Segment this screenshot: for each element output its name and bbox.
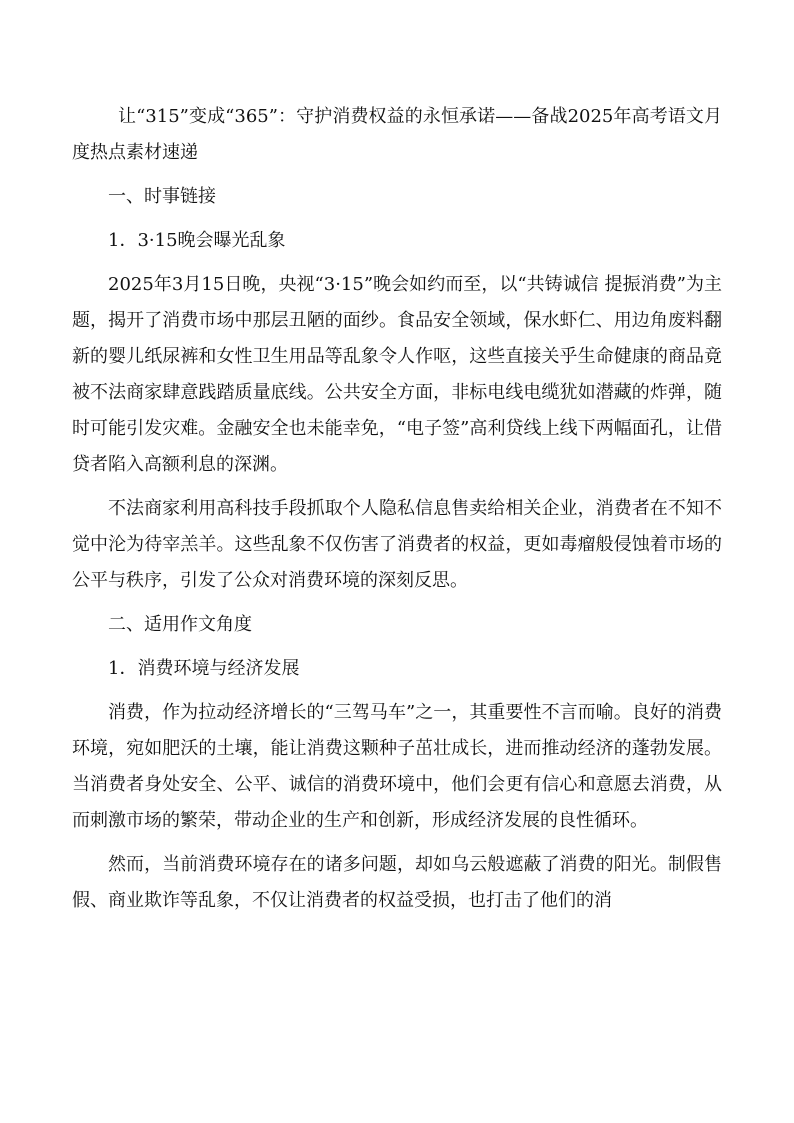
paragraph: 2025年3月15日晚，央视“3·15”晚会如约而至，以“共铸诚信 提振消费”为主题，揭开了消费市场中那层丑陋的面纱。食品安全领域，保水虾仁、用边角废料翻新的婴儿纸尿裤和女性卫生用品等乱象令人作呕，这些直接关乎生命健康的商品竟被不法商家肆意践踏质量底线。公共安全方面，非标电线电缆犹如潜藏的炸弹，随时可能引发灾难。金融安全也未能幸免，“电子签”高利贷线上线下两幅面孔，让借贷者陷入高额利息的深渊。 (72, 274, 722, 475)
paragraph: 不法商家利用高科技手段抓取个人隐私信息售卖给相关企业，消费者在不知不觉中沦为待宰羔羊。这些乱象不仅伤害了消费者的权益，更如毒瘤般侵蚀着市场的公平与秩序，引发了公众对消费环境的深刻反思。 (72, 498, 722, 591)
subheading-consumption-economy: 1．消费环境与经济发展 (108, 658, 300, 679)
article-title: 让“315”变成“365”：守护消费权益的永恒承诺——备战2025年高考语文月度热点素材速递 (72, 106, 722, 163)
section-heading-essay-angles: 二、适用作文角度 (108, 614, 252, 635)
section-heading-current-events: 一、时事链接 (108, 186, 216, 207)
document-body (72, 99, 722, 927)
subheading-315-gala: 1．3·15晚会曝光乱象 (108, 230, 286, 251)
paragraph: 然而，当前消费环境存在的诸多问题，却如乌云般遮蔽了消费的阳光。制假售假、商业欺诈等乱象，不仅让消费者的权益受损，也打击了他们的消 (72, 854, 722, 911)
paragraph: 消费，作为拉动经济增长的“三驾马车”之一，其重要性不言而喻。良好的消费环境，宛如肥沃的土壤，能让消费这颗种子茁壮成长，进而推动经济的蓬勃发展。当消费者身处安全、公平、诚信的消费环境中，他们会更有信心和意愿去消费，从而刺激市场的繁荣，带动企业的生产和创新，形成经济发展的良性循环。 (72, 702, 722, 831)
